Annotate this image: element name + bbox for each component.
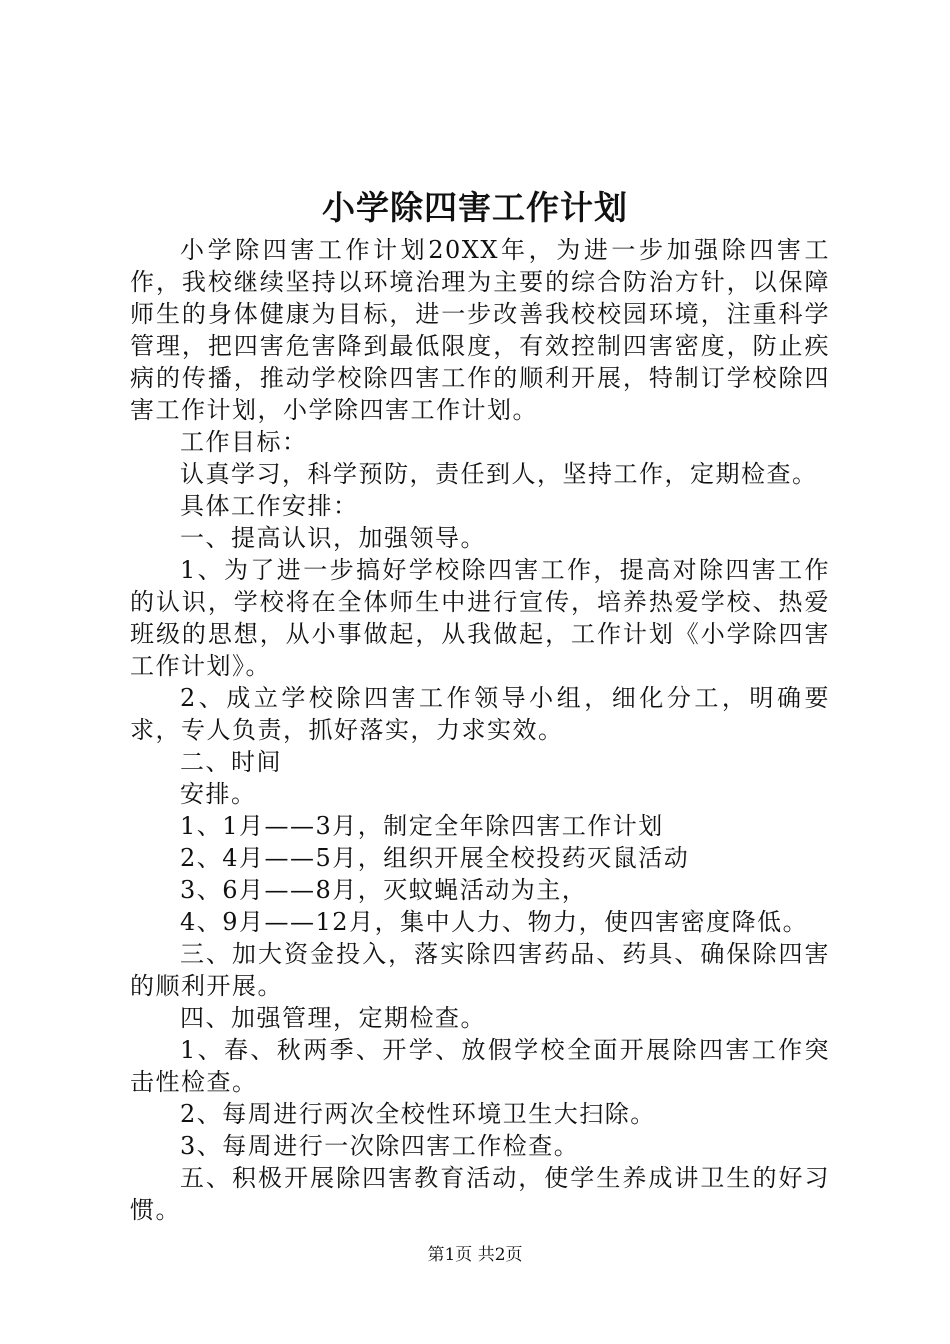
paragraph-section-2-heading: 二、时间 xyxy=(180,748,282,776)
paragraph-goal: 认真学习，科学预防，责任到人，坚持工作，定期检查。 xyxy=(180,460,818,488)
paragraph-section-1-heading: 一、提高认识，加强领导。 xyxy=(180,524,486,552)
document-body xyxy=(130,234,830,1226)
paragraph-goal-heading: 工作目标： xyxy=(180,428,308,456)
paragraph-schedule-2: 2、4月——5月，组织开展全校投药灭鼠活动 xyxy=(180,844,690,872)
page-number-footer: 第1页 共2页 xyxy=(427,1245,523,1265)
paragraph-section-4-item-2: 2、每周进行两次全校性环境卫生大扫除。 xyxy=(180,1100,656,1128)
paragraph-section-4-item-3: 3、每周进行一次除四害工作检查。 xyxy=(180,1132,580,1160)
paragraph-section-3: 三、加大资金投入，落实除四害药品、药具、确保除四害的顺利开展。 xyxy=(130,940,830,1000)
paragraph-section-1-item-1: 1、为了进一步搞好学校除四害工作，提高对除四害工作的认识，学校将在全体师生中进行宣传，培养热爱学校、热爱班级的思想，从小事做起，从我做起，工作计划《小学除四害工作计划》。 xyxy=(130,556,830,680)
paragraph-section-5: 五、积极开展除四害教育活动，使学生养成讲卫生的好习惯。 xyxy=(130,1164,830,1224)
paragraph-section-2-sub: 安排。 xyxy=(180,780,257,808)
paragraph-schedule-3: 3、6月——8月，灭蚊蝇活动为主， xyxy=(180,876,588,904)
paragraph-intro: 小学除四害工作计划20XX年，为进一步加强除四害工作，我校继续坚持以环境治理为主要的综合防治方针，以保障师生的身体健康为目标，进一步改善我校校园环境，注重科学管理，把四害危害降到最低限度，有效控制四害密度，防止疾病的传播，推动学校除四害工作的顺利开展，特制订学校除四害工作计划，小学除四害工作计划。 xyxy=(130,236,830,424)
paragraph-schedule-1: 1、1月——3月，制定全年除四害工作计划 xyxy=(180,812,664,840)
document-title: 小学除四害工作计划 xyxy=(322,188,628,227)
paragraph-arrangement-heading: 具体工作安排： xyxy=(180,492,359,520)
paragraph-section-1-item-2: 2、成立学校除四害工作领导小组，细化分工，明确要求，专人负责，抓好落实，力求实效。 xyxy=(130,684,830,744)
paragraph-section-4-item-1: 1、春、秋两季、开学、放假学校全面开展除四害工作突击性检查。 xyxy=(130,1036,830,1096)
paragraph-section-4-heading: 四、加强管理，定期检查。 xyxy=(180,1004,486,1032)
paragraph-schedule-4: 4、9月——12月，集中人力、物力，使四害密度降低。 xyxy=(180,908,809,936)
